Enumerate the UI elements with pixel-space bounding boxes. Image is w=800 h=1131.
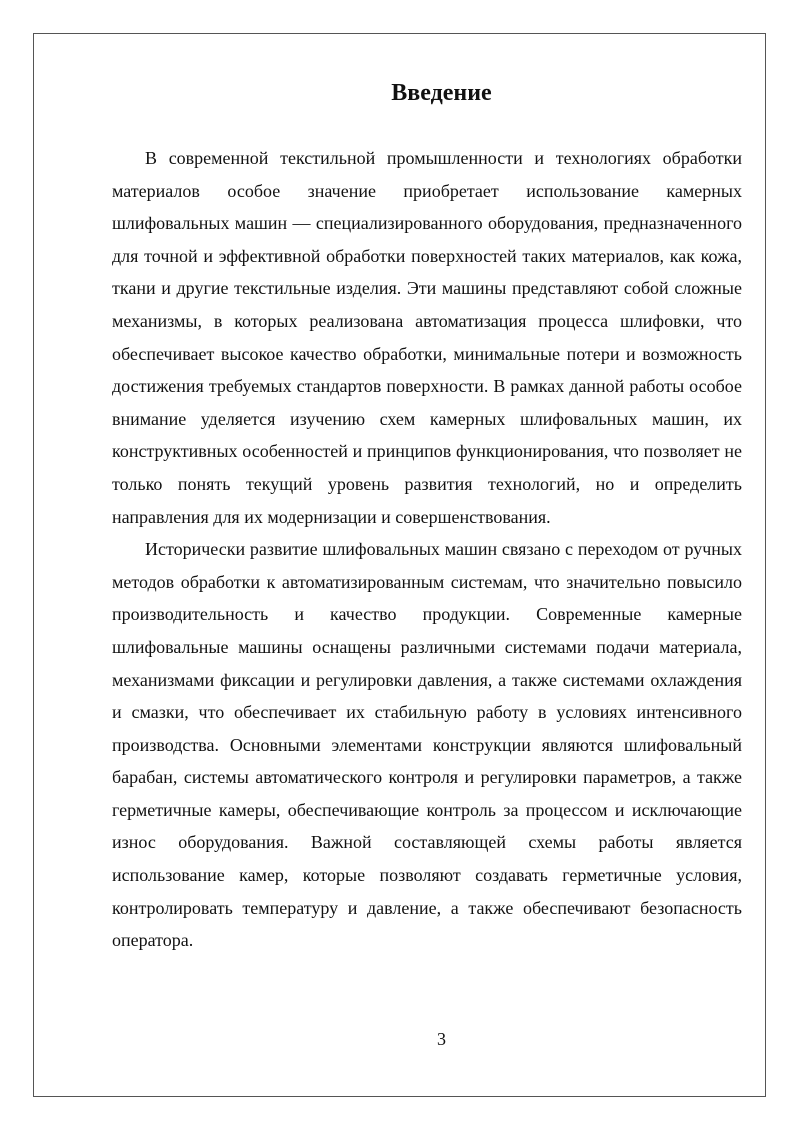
page-number: 3: [437, 1029, 446, 1049]
paragraph-2: Исторически развитие шлифовальных машин связано с переходом от ручных методов обработки к автоматизированным системам, что значительно повысило производительность и качество продукции. Современные камерные шлифовальные машины оснащены различными системами подачи материала, механизмами фиксации и регулировки давления, а также системами охлаждения и смазки, что обеспечивает их стабильную работу в условиях интенсивного производства. Основными элементами конструкции являются шлифовальный барабан, системы автоматического контроля и регулировки параметров, а также герметичные камеры, обеспечивающие контроль за процессом и исключающие износ оборудования. Важной составляющей схемы работы является использование камер, которые позволяют создавать герметичные условия, контролировать температуру и давление, а также обеспечивают безопасность оператора.: [112, 539, 742, 951]
paragraph-1: В современной текстильной промышленности и технологиях обработки материалов особое значение приобретает использование камерных шлифовальных машин — специализированного оборудования, предназначенного для точной и эффективной обработки поверхностей таких материалов, как кожа, ткани и другие текстильные изделия. Эти машины представляют собой сложные механизмы, в которых реализована автоматизация процесса шлифовки, что обеспечивает высокое качество обработки, минимальные потери и возможность достижения требуемых стандартов поверхности. В рамках данной работы особое внимание уделяется изучению схем камерных шлифовальных машин, их конструктивных особенностей и принципов функционирования, что позволяет не только понять текущий уровень развития технологий, но и определить направления для их модернизации и совершенствования.: [112, 148, 742, 527]
page-title: Введение: [391, 80, 492, 106]
document-body: [112, 142, 742, 957]
